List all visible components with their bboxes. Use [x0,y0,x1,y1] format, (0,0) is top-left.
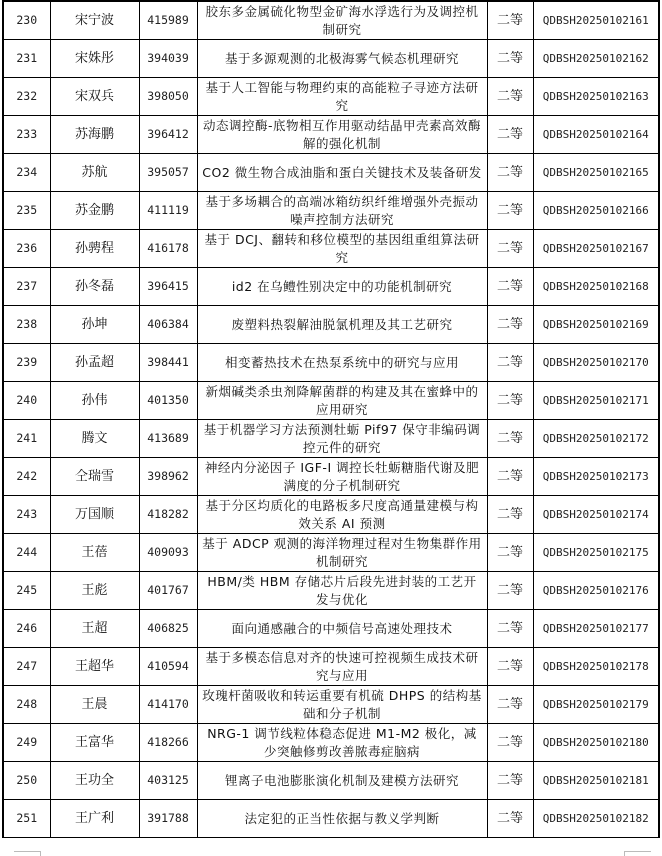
row-index-cell: 238 [3,306,50,344]
row-index-cell: 245 [3,572,50,610]
id-cell: 403125 [139,762,197,800]
name-cell: 孙坤 [50,306,139,344]
grade-cell: 二等 [487,192,533,230]
name-cell: 仝瑞雪 [50,458,139,496]
id-cell: 398962 [139,458,197,496]
project-title-cell: 胶东多金属硫化物型金矿海水浮选行为及调控机制研究 [197,1,487,40]
id-cell: 395057 [139,154,197,192]
row-index-cell: 248 [3,686,50,724]
project-title-cell: 基于人工智能与物理约束的高能粒子寻迹方法研究 [197,78,487,116]
grade-cell: 二等 [487,116,533,154]
grade-cell: 二等 [487,496,533,534]
name-cell: 宋双兵 [50,78,139,116]
code-cell: QDBSH20250102178 [533,648,659,686]
project-title-cell: 面向通感融合的中频信号高速处理技术 [197,610,487,648]
page-corner-mark-left [14,851,41,856]
table-row [3,648,659,686]
code-cell: QDBSH20250102169 [533,306,659,344]
id-cell: 401350 [139,382,197,420]
table-row [3,1,659,40]
id-cell: 398050 [139,78,197,116]
grade-cell: 二等 [487,306,533,344]
table-row [3,154,659,192]
name-cell: 王蓓 [50,534,139,572]
table-row [3,40,659,78]
name-cell: 王功全 [50,762,139,800]
project-title-cell: 神经内分泌因子 IGF-I 调控长牡蛎糖脂代谢及肥满度的分子机制研究 [197,458,487,496]
table-row [3,78,659,116]
project-title-cell: 基于多源观测的北极海雾气候态机理研究 [197,40,487,78]
table-row [3,420,659,458]
project-title-cell: 相变蓄热技术在热泵系统中的研究与应用 [197,344,487,382]
grade-cell: 二等 [487,78,533,116]
name-cell: 王超 [50,610,139,648]
name-cell: 孙骋程 [50,230,139,268]
id-cell: 413689 [139,420,197,458]
grade-cell: 二等 [487,268,533,306]
row-index-cell: 242 [3,458,50,496]
grade-cell: 二等 [487,230,533,268]
row-index-cell: 239 [3,344,50,382]
grade-cell: 二等 [487,686,533,724]
id-cell: 394039 [139,40,197,78]
grade-cell: 二等 [487,1,533,40]
name-cell: 王晨 [50,686,139,724]
table-row [3,800,659,838]
project-title-cell: 新烟碱类杀虫剂降解菌群的构建及其在蜜蜂中的应用研究 [197,382,487,420]
grade-cell: 二等 [487,800,533,838]
table-row [3,458,659,496]
name-cell: 腾文 [50,420,139,458]
code-cell: QDBSH20250102166 [533,192,659,230]
table-row [3,382,659,420]
row-index-cell: 237 [3,268,50,306]
project-title-cell: NRG-1 调节线粒体稳态促进 M1-M2 极化，减少突触修剪改善脓毒症脑病 [197,724,487,762]
table-row [3,230,659,268]
project-title-cell: 基于机器学习方法预测牡蛎 Pif97 保守非编码调控元件的研究 [197,420,487,458]
name-cell: 苏航 [50,154,139,192]
row-index-cell: 234 [3,154,50,192]
row-index-cell: 250 [3,762,50,800]
grade-cell: 二等 [487,610,533,648]
project-title-cell: 基于多场耦合的高端冰箱纺织纤维增强外壳振动噪声控制方法研究 [197,192,487,230]
project-title-cell: 基于 ADCP 观测的海洋物理过程对生物集群作用机制研究 [197,534,487,572]
name-cell: 王彪 [50,572,139,610]
project-title-cell: 玫瑰杆菌吸收和转运重要有机硫 DHPS 的结构基础和分子机制 [197,686,487,724]
project-title-cell: 基于分区均质化的电路板多尺度高通量建模与构效关系 AI 预测 [197,496,487,534]
code-cell: QDBSH20250102182 [533,800,659,838]
code-cell: QDBSH20250102173 [533,458,659,496]
grade-cell: 二等 [487,648,533,686]
award-list-table-container [2,0,660,838]
code-cell: QDBSH20250102162 [533,40,659,78]
project-title-cell: 法定犯的正当性依据与教义学判断 [197,800,487,838]
grade-cell: 二等 [487,40,533,78]
row-index-cell: 230 [3,1,50,40]
id-cell: 406825 [139,610,197,648]
row-index-cell: 233 [3,116,50,154]
project-title-cell: CO2 微生物合成油脂和蛋白关键技术及装备研发 [197,154,487,192]
table-row [3,534,659,572]
project-title-cell: 基于多模态信息对齐的快速可控视频生成技术研究与应用 [197,648,487,686]
project-title-cell: 锂离子电池膨胀演化机制及建模方法研究 [197,762,487,800]
award-list-table [2,0,660,838]
name-cell: 宋宁波 [50,1,139,40]
name-cell: 孙伟 [50,382,139,420]
name-cell: 孙冬磊 [50,268,139,306]
code-cell: QDBSH20250102161 [533,1,659,40]
grade-cell: 二等 [487,572,533,610]
project-title-cell: 动态调控酶-底物相互作用驱动结晶甲壳素高效酶解的强化机制 [197,116,487,154]
row-index-cell: 241 [3,420,50,458]
row-index-cell: 249 [3,724,50,762]
id-cell: 411119 [139,192,197,230]
code-cell: QDBSH20250102177 [533,610,659,648]
grade-cell: 二等 [487,458,533,496]
project-title-cell: HBM/类 HBM 存储芯片后段先进封装的工艺开发与优化 [197,572,487,610]
code-cell: QDBSH20250102163 [533,78,659,116]
table-row [3,496,659,534]
table-row [3,192,659,230]
name-cell: 苏海鹏 [50,116,139,154]
row-index-cell: 251 [3,800,50,838]
name-cell: 万国顺 [50,496,139,534]
code-cell: QDBSH20250102174 [533,496,659,534]
code-cell: QDBSH20250102171 [533,382,659,420]
id-cell: 406384 [139,306,197,344]
id-cell: 409093 [139,534,197,572]
project-title-cell: id2 在乌鳢性别决定中的功能机制研究 [197,268,487,306]
table-row [3,724,659,762]
table-body [3,1,659,838]
code-cell: QDBSH20250102167 [533,230,659,268]
code-cell: QDBSH20250102172 [533,420,659,458]
page-corner-mark-right [624,851,651,856]
name-cell: 王富华 [50,724,139,762]
table-row [3,344,659,382]
grade-cell: 二等 [487,420,533,458]
row-index-cell: 247 [3,648,50,686]
table-row [3,306,659,344]
table-row [3,762,659,800]
grade-cell: 二等 [487,344,533,382]
name-cell: 王广利 [50,800,139,838]
table-row [3,116,659,154]
id-cell: 418266 [139,724,197,762]
row-index-cell: 231 [3,40,50,78]
code-cell: QDBSH20250102181 [533,762,659,800]
code-cell: QDBSH20250102180 [533,724,659,762]
id-cell: 391788 [139,800,197,838]
project-title-cell: 废塑料热裂解油脱氯机理及其工艺研究 [197,306,487,344]
name-cell: 王超华 [50,648,139,686]
row-index-cell: 244 [3,534,50,572]
id-cell: 401767 [139,572,197,610]
name-cell: 宋姝彤 [50,40,139,78]
id-cell: 396412 [139,116,197,154]
id-cell: 398441 [139,344,197,382]
id-cell: 416178 [139,230,197,268]
row-index-cell: 235 [3,192,50,230]
code-cell: QDBSH20250102168 [533,268,659,306]
table-row [3,572,659,610]
code-cell: QDBSH20250102165 [533,154,659,192]
grade-cell: 二等 [487,534,533,572]
code-cell: QDBSH20250102176 [533,572,659,610]
name-cell: 苏金鹏 [50,192,139,230]
id-cell: 418282 [139,496,197,534]
id-cell: 415989 [139,1,197,40]
table-row [3,686,659,724]
id-cell: 414170 [139,686,197,724]
row-index-cell: 232 [3,78,50,116]
project-title-cell: 基于 DCJ、翻转和移位模型的基因组重组算法研究 [197,230,487,268]
code-cell: QDBSH20250102170 [533,344,659,382]
name-cell: 孙孟超 [50,344,139,382]
id-cell: 396415 [139,268,197,306]
grade-cell: 二等 [487,382,533,420]
grade-cell: 二等 [487,154,533,192]
grade-cell: 二等 [487,724,533,762]
table-row [3,268,659,306]
row-index-cell: 236 [3,230,50,268]
code-cell: QDBSH20250102175 [533,534,659,572]
table-row [3,610,659,648]
id-cell: 410594 [139,648,197,686]
row-index-cell: 246 [3,610,50,648]
grade-cell: 二等 [487,762,533,800]
row-index-cell: 243 [3,496,50,534]
code-cell: QDBSH20250102179 [533,686,659,724]
row-index-cell: 240 [3,382,50,420]
code-cell: QDBSH20250102164 [533,116,659,154]
